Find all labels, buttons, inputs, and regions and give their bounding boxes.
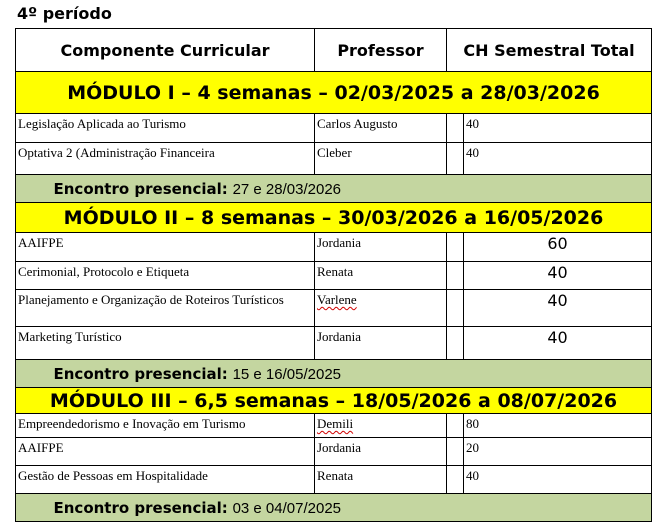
ch-cell: 60 [464, 233, 652, 262]
professor-name: Varlene [317, 292, 357, 307]
encounter-dates: 27 e 28/03/2026 [232, 180, 341, 198]
professor-cell: Jordania [315, 438, 447, 466]
ch-cell: 40 [464, 114, 652, 143]
component-cell: Optativa 2 (Administração Financeira [16, 143, 315, 175]
professor-cell: Jordania [315, 233, 447, 262]
encounter-cell [54, 494, 652, 522]
encounter-row [16, 175, 652, 203]
table-row [16, 438, 652, 466]
encounter-spacer [16, 360, 54, 388]
header-row [16, 29, 652, 72]
component-cell: AAIFPE [16, 438, 315, 466]
encounter-label: Encontro presencial: [53, 364, 228, 383]
professor-cell: Renata [315, 262, 447, 290]
table-row [16, 233, 652, 262]
encounter-spacer [16, 175, 54, 203]
encounter-row [16, 360, 652, 388]
table-row [16, 143, 652, 175]
ch-cell: 20 [464, 438, 652, 466]
ch-cell: 40 [464, 466, 652, 494]
blank-cell [447, 414, 464, 438]
encounter-spacer [16, 494, 54, 522]
professor-cell [315, 290, 447, 327]
blank-cell [447, 233, 464, 262]
component-cell: Cerimonial, Protocolo e Etiqueta [16, 262, 315, 290]
encounter-cell [54, 360, 652, 388]
ch-cell: 80 [464, 414, 652, 438]
professor-cell: Renata [315, 466, 447, 494]
component-cell: Empreendedorismo e Inovação em Turismo [16, 414, 315, 438]
encounter-cell [54, 175, 652, 203]
blank-cell [447, 262, 464, 290]
encounter-label: Encontro presencial: [53, 179, 228, 198]
blank-cell [447, 466, 464, 494]
encounter-label: Encontro presencial: [53, 498, 228, 517]
blank-cell [447, 290, 464, 327]
table-row [16, 262, 652, 290]
component-cell: Planejamento e Organização de Roteiros Turísticos [16, 290, 315, 327]
encounter-dates: 03 e 04/07/2025 [232, 499, 341, 517]
table-row [16, 114, 652, 143]
ch-cell: 40 [464, 143, 652, 175]
blank-cell [447, 327, 464, 360]
component-cell: Gestão de Pessoas em Hospitalidade [16, 466, 315, 494]
header-component: Componente Curricular [16, 29, 315, 72]
header-professor: Professor [315, 29, 447, 72]
professor-cell [315, 414, 447, 438]
module-title: MÓDULO I – 4 semanas – 02/03/2025 a 28/03/2026 [16, 72, 652, 114]
table-row [16, 414, 652, 438]
module-header [16, 388, 652, 414]
professor-cell: Carlos Augusto [315, 114, 447, 143]
blank-cell [447, 143, 464, 175]
table-row [16, 290, 652, 327]
ch-cell: 40 [464, 327, 652, 360]
ch-cell: 40 [464, 262, 652, 290]
module-title: MÓDULO II – 8 semanas – 30/03/2026 a 16/05/2026 [16, 203, 652, 233]
module-title: MÓDULO III – 6,5 semanas – 18/05/2026 a 08/07/2026 [16, 388, 652, 414]
component-cell: AAIFPE [16, 233, 315, 262]
module-header [16, 72, 652, 114]
header-ch: CH Semestral Total [447, 29, 652, 72]
blank-cell [447, 114, 464, 143]
table-row [16, 466, 652, 494]
encounter-dates: 15 e 16/05/2025 [232, 365, 341, 383]
professor-cell: Jordania [315, 327, 447, 360]
component-cell: Legislação Aplicada ao Turismo [16, 114, 315, 143]
blank-cell [447, 438, 464, 466]
page-title: 4º período [17, 4, 112, 23]
ch-cell: 40 [464, 290, 652, 327]
professor-cell: Cleber [315, 143, 447, 175]
schedule-table [15, 28, 652, 522]
encounter-row [16, 494, 652, 522]
professor-name: Demili [317, 416, 354, 431]
table-row [16, 327, 652, 360]
component-cell: Marketing Turístico [16, 327, 315, 360]
module-header [16, 203, 652, 233]
